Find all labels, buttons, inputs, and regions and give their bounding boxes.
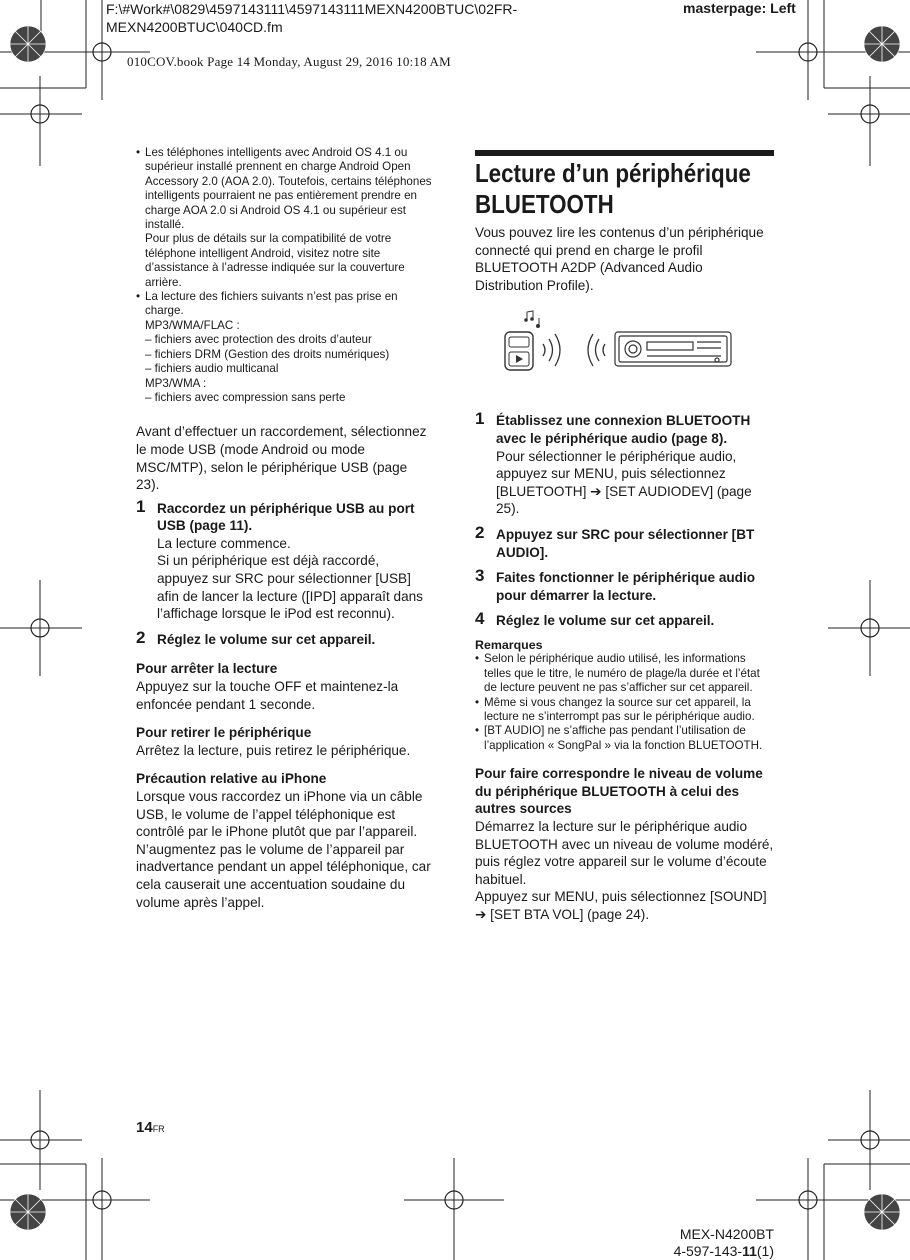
stop-playback-body: Appuyez sur la touche OFF et maintenez-la enfoncée pendant 1 seconde. [136, 679, 399, 712]
part-code-prefix: 4-597-143- [673, 1243, 743, 1259]
remove-device-heading: Pour retirer le périphérique [136, 725, 312, 741]
step-number: 3 [475, 566, 485, 586]
wireless-wave-icon [543, 334, 605, 366]
bt-step-4 [475, 609, 774, 630]
model-name: MEX-N4200BT [679, 1226, 774, 1242]
page-lang-suffix: FR [152, 1124, 165, 1134]
model-footer [600, 1226, 774, 1260]
car-stereo-icon [615, 332, 731, 366]
file-path-header: F:\#Work#\0829\4597143111\4597143111MEXN4200BTUC\02FR-MEXN4200BTUC\040CD.fm [106, 1, 518, 35]
step-body: La lecture commence. [157, 535, 291, 551]
step-number: 2 [136, 627, 146, 647]
format-item: – fichiers DRM (Gestion des droits numériques) [145, 347, 390, 361]
usb-intro: Avant d’effectuer un raccordement, sélectionnez le mode USB (mode Android ou mode MSC/MTP), selon le périphérique USB (page 23). [136, 424, 427, 493]
bullet-unsupported-files: • La lecture des fichiers suivants n’est pas prise en charge. [136, 290, 434, 319]
stop-playback-heading: Pour arrêter la lecture [136, 661, 278, 677]
step-title: Établissez une connexion BLUETOOTH avec le périphérique audio (page 8). [496, 413, 751, 446]
step-title: Faites fonctionner le périphérique audio pour démarrer la lecture. [496, 570, 756, 603]
bullet-android-aoa: • Les téléphones intelligents avec Android OS 4.1 ou supérieur installé prennent en charge Android Open Accessory 2.0 (AOA 2.0). Toutefois, certains téléphones intelligents pourraient ne pas entièrement prendre en charge AOA 2.0 si Android OS 4.1 ou supérieur est installé. [136, 146, 434, 232]
iphone-caution-body: Lorsque vous raccordez un iPhone via un câble USB, le volume de l’appel téléphonique est contrôlé par le iPhone plutôt que par l’appareil. N’augmentez pas le volume de l’appareil par inadvertance pendant un appel téléphonique, car cela causerait une accentuation soudaine du volume après l’appel. [136, 789, 431, 910]
usb-step-1 [136, 496, 434, 623]
masterpage-label: masterpage: Left [683, 0, 796, 16]
music-note-icon [524, 311, 540, 328]
note-item: • Même si vous changez la source sur cet appareil, la lecture ne s’interrompt pas sur le périphérique audio. [475, 696, 774, 725]
section-title: Lecture d’un périphérique BLUETOOTH [475, 158, 751, 219]
book-info-line: 010COV.book Page 14 Monday, August 29, 2016 10:18 AM [127, 54, 451, 69]
notes-block [475, 638, 774, 753]
volume-match-body: Appuyez sur MENU, puis sélectionnez [SOUND] ➔ [SET BTA VOL] (page 24). [475, 889, 767, 922]
part-code [600, 1243, 774, 1260]
usb-step-2 [136, 627, 434, 649]
format-mp3-wma-flac: MP3/WMA/FLAC : [145, 318, 240, 332]
bt-step-2 [475, 522, 774, 561]
step-title: Appuyez sur SRC pour sélectionner [BT AUDIO]. [496, 526, 755, 560]
bt-step-1 [475, 409, 774, 518]
step-title: Réglez le volume sur cet appareil. [496, 613, 715, 629]
note-item: • [BT AUDIO] ne s’affiche pas pendant l’utilisation de l’application « SongPal » via la fonction BLUETOOTH. [475, 724, 774, 753]
note-item: • Selon le périphérique audio utilisé, les informations telles que le titre, le numéro de plage/la durée et l’état de lecture peuvent ne pas s’afficher sur cet appareil. [475, 652, 774, 695]
step-number: 1 [136, 496, 146, 516]
section-rule [475, 150, 774, 156]
notes-heading: Remarques [475, 637, 543, 652]
format-mp3-wma: MP3/WMA : [145, 376, 207, 390]
volume-match-heading: Pour faire correspondre le niveau de volume du périphérique BLUETOOTH à celui des autres sources [475, 766, 763, 817]
bt-illustration-svg [475, 294, 774, 412]
volume-match-body: Démarrez la lecture sur le périphérique audio BLUETOOTH avec un niveau de volume modéré, puis réglez votre appareil sur le volume d’écoute habituel. [475, 818, 774, 887]
format-item: – fichiers avec protection des droits d’auteur [145, 333, 372, 347]
right-column [475, 224, 774, 924]
step-body: Pour sélectionner le périphérique audio, appuyez sur MENU, puis sélectionnez [BLUETOOTH] ➔ [SET AUDIODEV] (page 25). [496, 448, 752, 517]
left-column [136, 146, 434, 911]
format-item: – fichiers avec compression sans perte [145, 390, 346, 404]
bt-step-3 [475, 566, 774, 604]
step-number: 4 [475, 609, 485, 629]
page-number [136, 1119, 165, 1136]
step-number: 1 [475, 409, 485, 429]
bt-intro: Vous pouvez lire les contenus d’un périphérique connecté qui prend en charge le profil BLUETOOTH A2DP (Advanced Audio Distribution Profile). [475, 225, 764, 293]
bt-illustration [475, 294, 774, 412]
music-player-icon [505, 332, 533, 370]
step-title: Raccordez un périphérique USB au port USB (page 11). [157, 500, 415, 534]
format-item: – fichiers audio multicanal [145, 362, 279, 376]
step-body: Si un périphérique est déjà raccordé, appuyez sur SRC pour sélectionner [USB] afin de lancer la lecture ([IPD] apparaît dans l’affichage lorsque le iPod est reconnu). [157, 553, 423, 622]
page-number-value: 14 [136, 1119, 153, 1136]
part-code-suffix: (1) [756, 1243, 774, 1259]
bullet-android-more: Pour plus de détails sur la compatibilité de votre téléphone intelligent Android, visitez notre site d’assistance à l’adresse indiquée sur la couverture arrière. [145, 232, 405, 289]
step-number: 2 [475, 522, 485, 542]
iphone-caution-heading: Précaution relative au iPhone [136, 771, 327, 787]
step-title: Réglez le volume sur cet appareil. [157, 631, 376, 647]
part-code-revision: 11 [742, 1243, 757, 1259]
remove-device-body: Arrêtez la lecture, puis retirez le périphérique. [136, 742, 411, 758]
